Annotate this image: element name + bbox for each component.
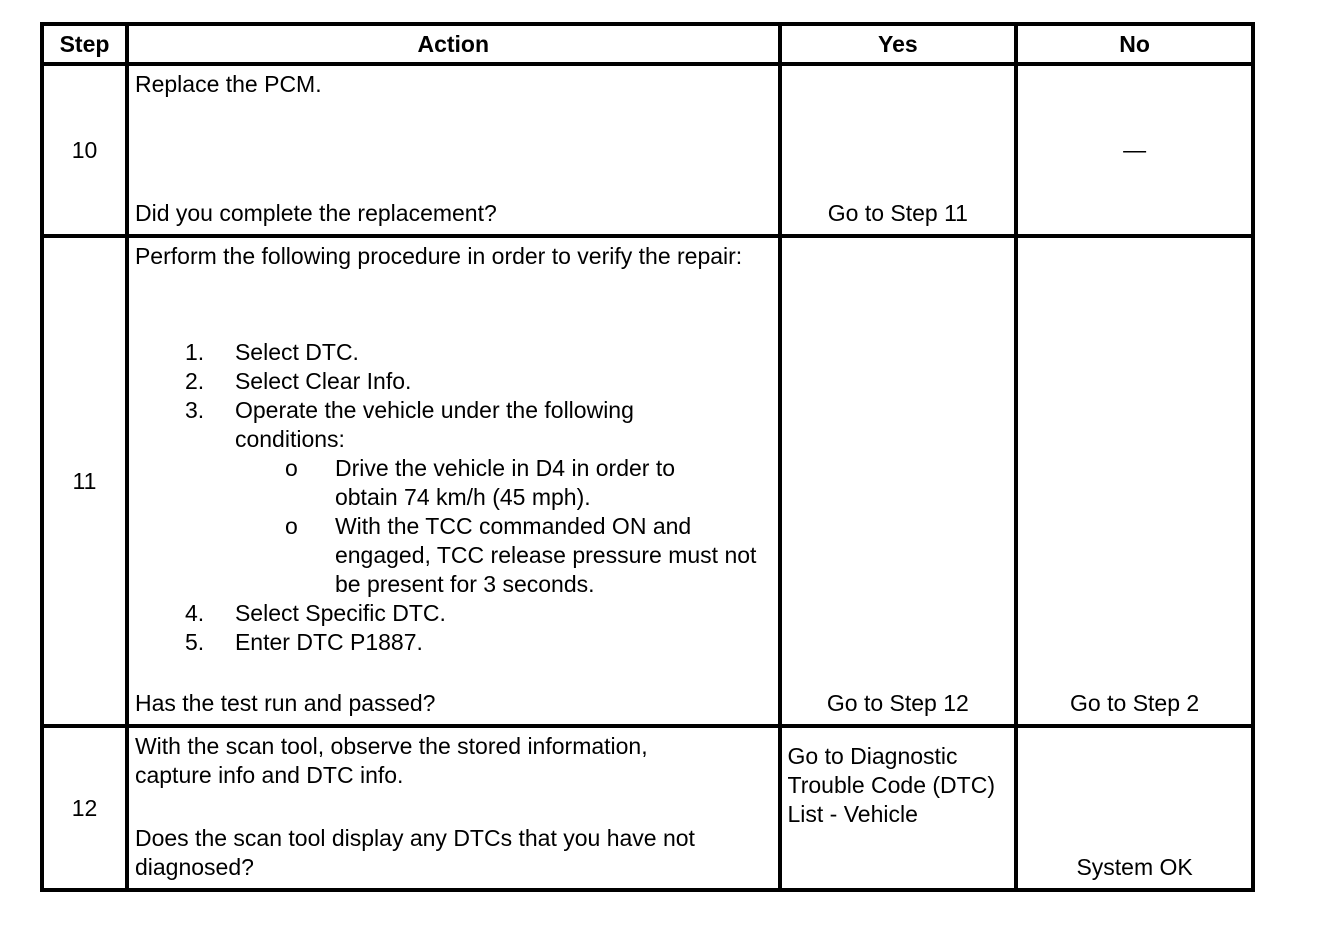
header-step: Step — [42, 24, 127, 64]
yes-result: Go to Diagnostic Trouble Code (DTC) List - Vehicle — [787, 743, 995, 827]
procedure-subitem-text: With the TCC commanded ON and engaged, TCC release pressure must not be present for 3 seconds. — [334, 513, 757, 597]
table-row-step-12 — [42, 726, 1253, 890]
procedure-step-text: Select Clear Info. — [234, 368, 412, 394]
procedure-step — [135, 628, 764, 657]
procedure-step-number: 1. — [184, 339, 205, 365]
yes-result: Go to Step 12 — [826, 690, 969, 716]
action-cell — [127, 64, 780, 236]
diagnostic-table — [40, 22, 1255, 892]
no-result: System OK — [1076, 854, 1193, 880]
procedure-step-number: 4. — [184, 600, 205, 626]
procedure-step-text: Select DTC. — [234, 339, 359, 365]
procedure-list — [135, 338, 764, 657]
header-no: No — [1016, 24, 1253, 64]
action-question: Does the scan tool display any DTCs that you have not diagnosed? — [134, 825, 695, 880]
action-text: Replace the PCM. — [134, 71, 322, 97]
procedure-subitem — [135, 454, 764, 512]
yes-cell — [780, 64, 1017, 236]
procedure-step — [135, 396, 764, 599]
procedure-step-number: 3. — [184, 397, 205, 423]
procedure-step — [135, 338, 764, 367]
procedure-subitem-text: Drive the vehicle in D4 in order to obtain 74 km/h (45 mph). — [334, 455, 676, 510]
bullet-icon: o — [284, 513, 298, 539]
step-number: 11 — [42, 236, 127, 726]
action-text: Perform the following procedure in order to verify the repair: — [134, 243, 743, 269]
no-result: — — [1123, 136, 1147, 163]
procedure-step-number: 5. — [184, 629, 205, 655]
bullet-icon: o — [284, 455, 298, 481]
procedure-step-text: Select Specific DTC. — [234, 600, 446, 626]
no-cell — [1016, 236, 1253, 726]
yes-cell — [780, 726, 1017, 890]
action-cell — [127, 726, 780, 890]
procedure-sublist — [135, 454, 764, 599]
procedure-step-text: Operate the vehicle under the following conditions: — [234, 397, 634, 452]
action-question: Has the test run and passed? — [134, 690, 436, 716]
yes-result: Go to Step 11 — [827, 200, 968, 226]
yes-cell — [780, 236, 1017, 726]
procedure-step-text: Enter DTC P1887. — [234, 629, 423, 655]
action-cell — [127, 236, 780, 726]
header-action: Action — [127, 24, 780, 64]
procedure-step — [135, 599, 764, 628]
table-row-step-10 — [42, 64, 1253, 236]
no-cell — [1016, 726, 1253, 890]
procedure-step-number: 2. — [184, 368, 205, 394]
header-yes: Yes — [780, 24, 1017, 64]
action-text: With the scan tool, observe the stored information, capture info and DTC info. — [134, 733, 648, 788]
no-cell — [1016, 64, 1253, 236]
step-number: 10 — [42, 64, 127, 236]
action-question: Did you complete the replacement? — [134, 200, 497, 226]
procedure-subitem — [135, 512, 764, 599]
table-row-step-11 — [42, 236, 1253, 726]
no-result: Go to Step 2 — [1070, 690, 1200, 716]
header-row — [42, 24, 1253, 64]
step-number: 12 — [42, 726, 127, 890]
procedure-step — [135, 367, 764, 396]
